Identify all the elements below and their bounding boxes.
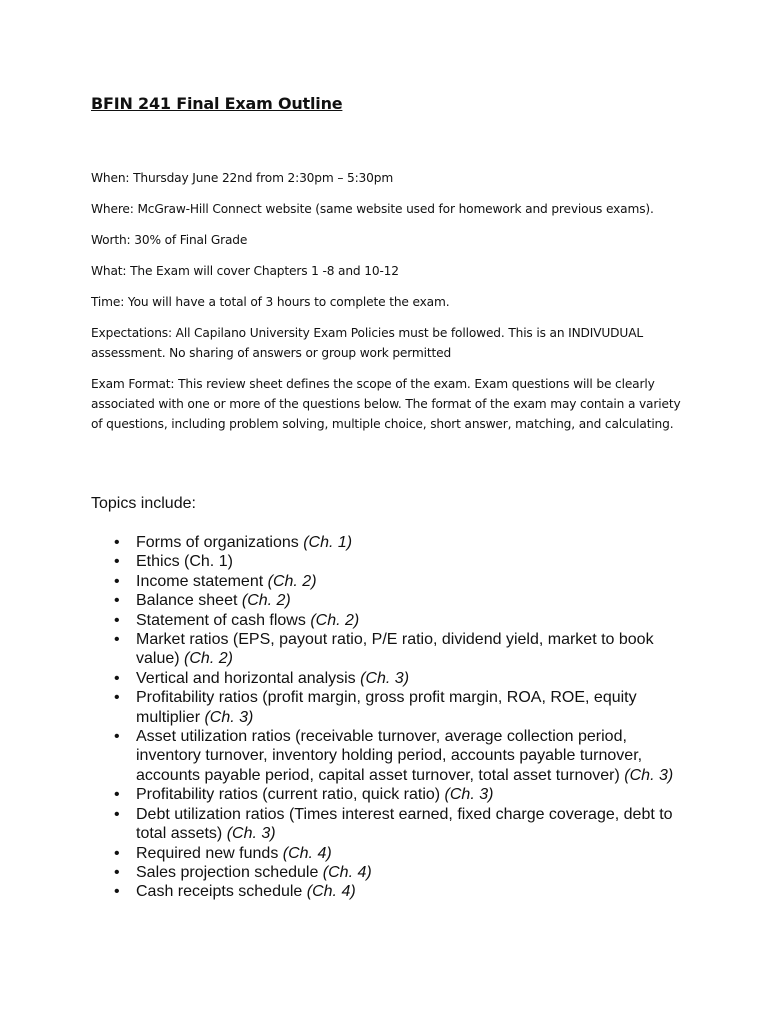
bullet-icon: • — [114, 883, 120, 901]
topic-item: • Forms of organizations (Ch. 1) — [114, 534, 353, 551]
info-when: When: Thursday June 22nd from 2:30pm – 5:30pm — [91, 171, 394, 185]
info-expectations: Expectations: All Capilano University Exam Policies must be followed. This is an INDIVUDUAL assessment. No sharing of answers or group work permitted — [91, 326, 644, 360]
topic-item: • Profitability ratios (profit margin, gross profit margin, ROA, ROE, equity multiplier (Ch. 3) — [114, 689, 637, 726]
topic-item: • Profitability ratios (current ratio, quick ratio) (Ch. 3) — [114, 786, 494, 804]
info-time: Time: You will have a total of 3 hours to complete the exam. — [91, 295, 450, 309]
document-title: BFIN 241 Final Exam Outline — [91, 94, 343, 113]
bullet-icon: • — [114, 805, 120, 823]
info-exam-format: Exam Format: This review sheet defines the scope of the exam. Exam questions will be clearly associated with one or more of the questions below. The format of the exam may contain a variety of questions, including problem solving, multiple choice, short answer, matching, and calculating. — [91, 377, 681, 431]
topic-item: • Required new funds (Ch. 4) — [114, 844, 332, 862]
info-worth: Worth: 30% of Final Grade — [91, 233, 248, 247]
topic-item: • Statement of cash flows (Ch. 2) — [114, 611, 360, 629]
topic-item: • Asset utilization ratios (receivable turnover, average collection period, inventory turnover, inventory holding period, accounts payable turnover, accounts payable period, capital asset turnover, total asset turnover) (Ch. 3) — [114, 728, 674, 784]
topics-heading: Topics include: — [91, 495, 196, 512]
bullet-icon: • — [114, 844, 120, 862]
bullet-icon: • — [114, 689, 120, 707]
info-where: Where: McGraw-Hill Connect website (same website used for homework and previous exams). — [91, 202, 654, 216]
exam-info — [91, 168, 691, 445]
bullet-icon: • — [114, 553, 120, 571]
topic-item: • Cash receipts schedule (Ch. 4) — [114, 883, 356, 901]
topic-item: • Ethics (Ch. 1) — [114, 553, 233, 571]
bullet-icon: • — [114, 611, 120, 629]
bullet-icon: • — [114, 863, 120, 881]
bullet-icon: • — [114, 669, 120, 687]
topic-item: • Balance sheet (Ch. 2) — [114, 592, 291, 610]
bullet-icon: • — [114, 572, 120, 590]
topic-item: • Debt utilization ratios (Times interest earned, fixed charge coverage, debt to total assets) (Ch. 3) — [114, 805, 673, 843]
bullet-icon: • — [114, 631, 120, 649]
topics-list — [114, 533, 674, 902]
bullet-icon: • — [114, 786, 120, 804]
topic-item: • Sales projection schedule (Ch. 4) — [114, 863, 372, 881]
info-what: What: The Exam will cover Chapters 1 -8 and 10-12 — [91, 264, 399, 278]
topic-item: • Income statement (Ch. 2) — [114, 572, 317, 590]
bullet-icon: • — [114, 534, 120, 551]
bullet-icon: • — [114, 592, 120, 610]
topic-item: • Vertical and horizontal analysis (Ch. 3) — [114, 669, 410, 687]
bullet-icon: • — [114, 728, 120, 746]
topic-item: • Market ratios (EPS, payout ratio, P/E ratio, dividend yield, market to book value) (Ch. 2) — [114, 631, 654, 668]
